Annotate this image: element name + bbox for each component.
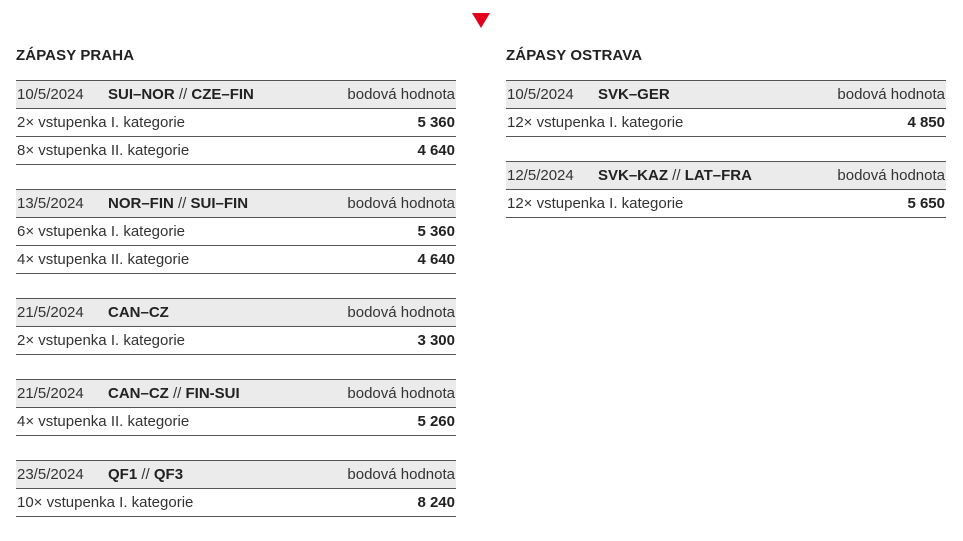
ostrava-title: ZÁPASY OSTRAVA [506,47,643,64]
match-secondary: CZE–FIN [191,86,254,103]
match-block [16,379,456,436]
match-block [506,80,946,137]
match-separator: // [168,385,186,402]
ticket-label: 2× vstupenka I. kategorie [17,114,186,131]
match-block [16,80,456,165]
match-teams [108,385,347,402]
praha-title: ZÁPASY PRAHA [16,47,135,64]
ticket-label: 8× vstupenka II. kategorie [17,142,190,159]
match-primary: SVK–GER [598,86,670,103]
match-teams [108,304,347,321]
ticket-row [506,109,946,137]
ticket-row [16,246,456,274]
ticket-points: 3 300 [417,332,455,349]
match-secondary: FIN-SUI [185,385,240,402]
match-primary: SVK–KAZ [598,167,669,184]
match-block [16,189,456,274]
points-label: bodová hodnota [837,86,945,103]
points-label: bodová hodnota [837,167,945,184]
ticket-label: 6× vstupenka I. kategorie [17,223,186,240]
match-block [506,161,946,218]
ticket-points: 5 360 [417,114,455,131]
ticket-points: 8 240 [417,494,455,511]
ticket-row [16,408,456,436]
match-primary: QF1 [108,466,138,483]
ticket-row [16,489,456,517]
match-teams [598,86,837,103]
match-teams [108,195,347,212]
ticket-row [16,327,456,355]
ticket-points: 5 260 [417,413,455,430]
match-block [16,298,456,355]
match-primary: CAN–CZ [108,304,169,321]
match-teams [598,167,837,184]
match-primary: CAN–CZ [108,385,169,402]
match-primary: NOR–FIN [108,195,174,212]
match-header [16,460,456,489]
ticket-label: 4× vstupenka II. kategorie [17,251,190,268]
match-date: 10/5/2024 [17,86,84,103]
ticket-label: 10× vstupenka I. kategorie [17,494,194,511]
ticket-row [16,218,456,246]
match-header [16,80,456,109]
match-teams [108,86,347,103]
ticket-row [16,137,456,165]
match-date: 21/5/2024 [17,385,84,402]
points-label: bodová hodnota [347,466,455,483]
match-header [16,189,456,218]
match-date: 23/5/2024 [17,466,84,483]
ticket-points: 4 640 [417,251,455,268]
ticket-points: 4 640 [417,142,455,159]
match-separator: // [137,466,154,483]
points-label: bodová hodnota [347,195,455,212]
ticket-row [506,190,946,218]
match-date: 10/5/2024 [507,86,574,103]
match-separator: // [173,195,191,212]
match-date: 13/5/2024 [17,195,84,212]
points-label: bodová hodnota [347,304,455,321]
match-date: 21/5/2024 [17,304,84,321]
match-header [506,80,946,109]
ticket-label: 2× vstupenka I. kategorie [17,332,186,349]
praha-blocks [16,80,456,541]
match-header [16,298,456,327]
match-separator: // [174,86,192,103]
ticket-label: 12× vstupenka I. kategorie [507,114,684,131]
ticket-label: 12× vstupenka I. kategorie [507,195,684,212]
match-primary: SUI–NOR [108,86,175,103]
ticket-label: 4× vstupenka II. kategorie [17,413,190,430]
points-label: bodová hodnota [347,86,455,103]
match-secondary: QF3 [153,466,184,483]
ticket-points: 4 850 [907,114,945,131]
match-block [16,460,456,517]
ticket-points: 5 650 [907,195,945,212]
match-header [506,161,946,190]
ticket-row [16,109,456,137]
match-date: 12/5/2024 [507,167,574,184]
ostrava-blocks [506,80,946,242]
ticket-points: 5 360 [417,223,455,240]
match-teams [108,466,347,483]
triangle-down-icon [472,13,490,28]
points-label: bodová hodnota [347,385,455,402]
match-separator: // [668,167,685,184]
match-secondary: LAT–FRA [684,167,752,184]
match-header [16,379,456,408]
match-secondary: SUI–FIN [190,195,249,212]
